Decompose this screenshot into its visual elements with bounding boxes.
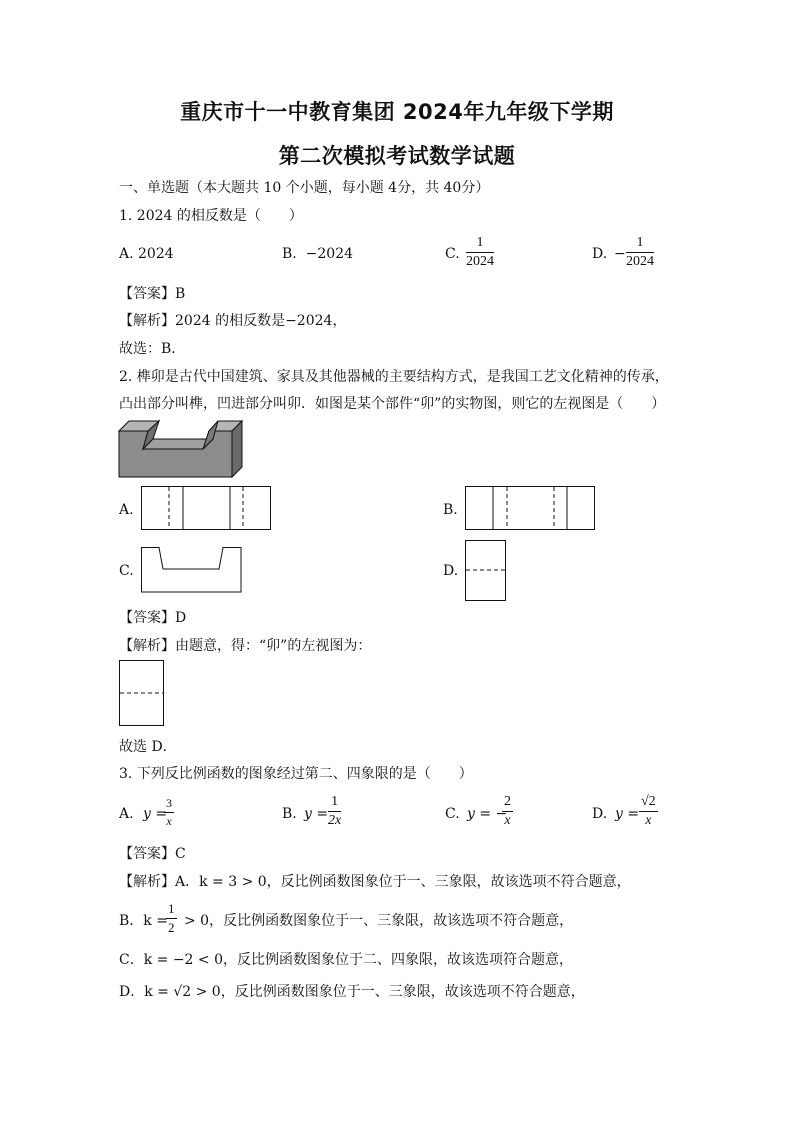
- q1-d-den: 2024: [626, 254, 654, 269]
- q2-stem-line2: 凸出部分叫榫，凹进部分叫卯．如图是某个部件“卯”的实物图，则它的左视图是（ ）: [119, 396, 666, 412]
- q1-d-num: 1: [626, 235, 654, 253]
- q1-analysis: 【解析】2024 的相反数是−2024，: [119, 313, 347, 329]
- q3-c-num: 2: [502, 794, 513, 812]
- q1-option-a: [119, 246, 174, 262]
- q2-stem-line1: 2. 榫卯是古代中国建筑、家具及其他器械的主要结构方式，是我国工艺文化精神的传承，: [119, 369, 669, 385]
- q3-analysis-b-num: 1: [166, 901, 177, 919]
- q3-a-num: 3: [164, 796, 174, 813]
- q3-d-lhs: y =: [615, 806, 640, 822]
- q3-c-lhs: y = −: [467, 806, 508, 822]
- section-heading: 一、单选题（本大题共 10 个小题，每小题 4分，共 40分）: [119, 180, 490, 196]
- doc-title-line1: 重庆市十一中教育集团 2024年九年级下学期: [180, 100, 614, 124]
- q3-d-num: √2: [639, 794, 658, 812]
- q3-analysis-b-pre: B．k =: [119, 913, 168, 929]
- q3-a-lhs: y =: [143, 806, 168, 822]
- q3-d-fraction: [639, 794, 658, 829]
- q2-c-label: C.: [119, 563, 134, 579]
- q3-analysis-b-post: > 0，反比例函数图象位于一、三象限，故该选项不符合题意，: [184, 913, 574, 929]
- q3-analysis-c: C．k = −2 < 0，反比例函数图象位于二、四象限，故该选项符合题意，: [119, 952, 574, 968]
- q1-c-num: 1: [466, 235, 494, 253]
- q3-analysis-b-fraction: [166, 901, 177, 936]
- q1-option-b: [282, 246, 353, 262]
- q3-a-fraction: [164, 796, 174, 829]
- q3-b-fraction: [328, 794, 341, 829]
- q1-d-fraction: [626, 235, 654, 270]
- q2-option-b-figure: [465, 486, 595, 531]
- q2-analysis: 【解析】由题意，得：“卯”的左视图为：: [119, 638, 372, 654]
- q3-c-fraction: [502, 794, 513, 829]
- q2-option-c-figure: [141, 547, 242, 594]
- q1-stem: 1. 2024 的相反数是（ ）: [119, 208, 303, 224]
- q2-b-label: B.: [443, 502, 458, 518]
- q2-a-label: A.: [119, 502, 134, 518]
- q3-answer: 【答案】C: [119, 846, 186, 862]
- q3-analysis-b-den: 2: [168, 920, 175, 935]
- q3-analysis-d: D．k = √2 > 0，反比例函数图象位于一、三象限，故该选项不符合题意，: [119, 984, 585, 1000]
- q3-analysis-a: 【解析】A．k = 3 > 0，反比例函数图象位于一、三象限，故该选项不符合题意，: [119, 874, 631, 890]
- q3-c-den: x: [504, 813, 511, 828]
- q1-b-label: B.: [282, 246, 297, 262]
- q1-a-label: A.: [119, 246, 134, 262]
- doc-title-line2: 第二次模拟考试数学试题: [278, 144, 516, 168]
- q3-b-lhs: y =: [304, 806, 329, 822]
- q3-d-label: D.: [592, 806, 608, 822]
- q1-b-text: −2024: [305, 246, 354, 262]
- q3-a-den: x: [166, 814, 172, 828]
- q1-a-text: 2024: [138, 246, 174, 262]
- q3-a-label: A.: [119, 806, 134, 822]
- q2-analysis-figure: [119, 660, 165, 727]
- q3-b-num: 1: [328, 794, 341, 812]
- q3-c-label: C.: [445, 806, 460, 822]
- q1-c-den: 2024: [466, 254, 494, 269]
- q1-d-sign: −: [614, 246, 626, 262]
- q1-c-label: C.: [445, 246, 460, 262]
- q3-b-den: 2x: [328, 813, 342, 828]
- q2-conclusion: 故选 D．: [119, 739, 177, 755]
- q3-d-den: x: [645, 813, 652, 828]
- q1-conclusion: 故选：B．: [119, 341, 186, 357]
- q2-d-label: D.: [443, 563, 459, 579]
- mortise-3d-figure: [119, 419, 247, 479]
- q2-option-d-figure: [465, 540, 507, 602]
- q2-answer: 【答案】D: [119, 610, 187, 626]
- q3-b-label: B.: [282, 806, 297, 822]
- q1-d-label: D.: [592, 246, 608, 262]
- q3-stem: 3. 下列反比例函数的图象经过第二、四象限的是（ ）: [119, 766, 473, 782]
- q1-answer: 【答案】B: [119, 286, 186, 302]
- q2-option-a-figure: [141, 486, 271, 531]
- q1-c-fraction: [466, 235, 494, 270]
